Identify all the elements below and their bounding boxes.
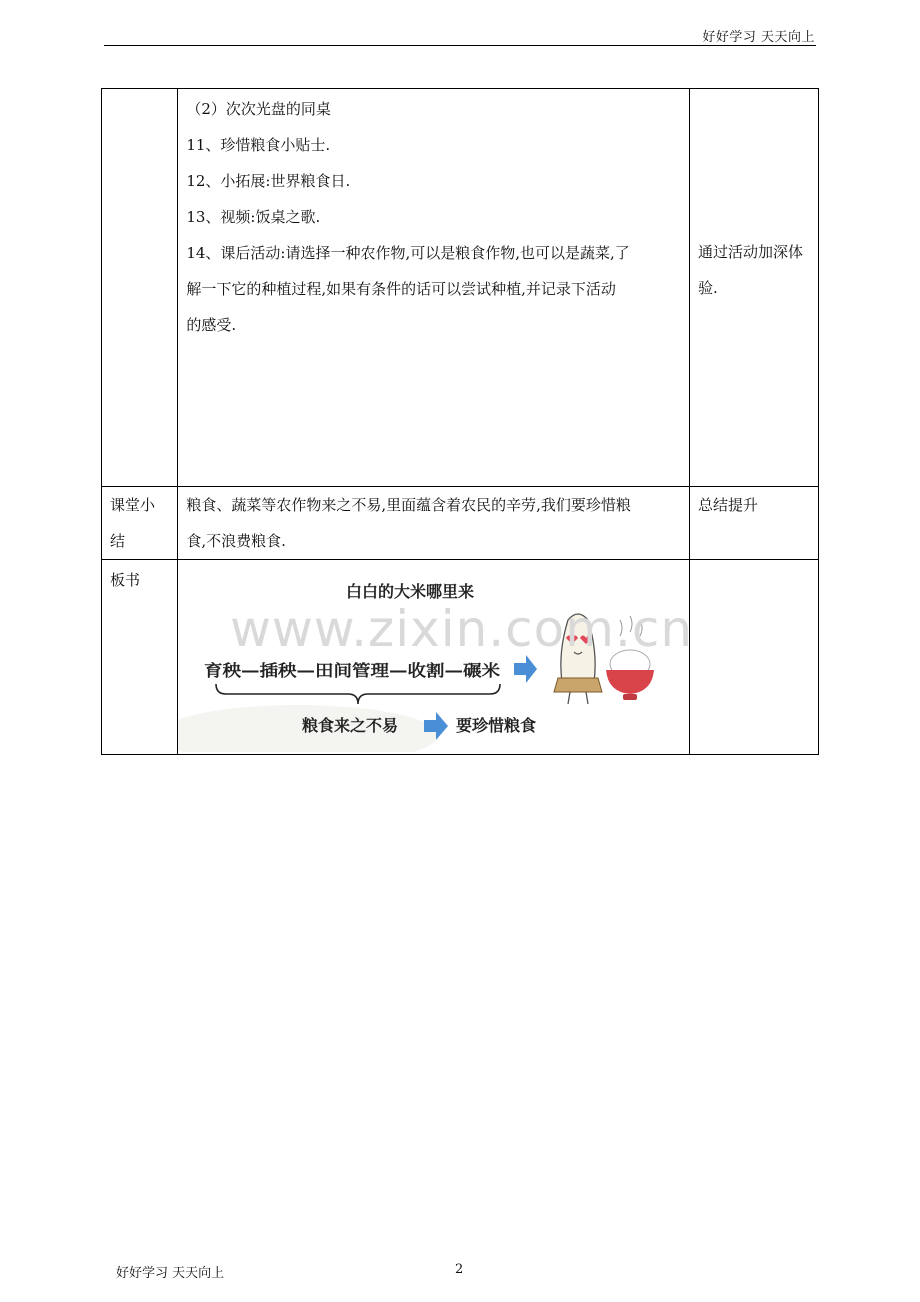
table-row [102, 89, 819, 487]
note-line: 验. [697, 279, 718, 297]
watermark: www.zixin.com.cn [230, 600, 694, 658]
content-line: 11、珍惜粮食小贴士. [186, 136, 331, 154]
content-line: 12、小拓展:世界粮食日. [186, 172, 351, 190]
content-line: 解一下它的种植过程,如果有条件的话可以尝试种植,并记录下活动 [186, 280, 616, 298]
content-line: 食,不浪费粮食. [186, 532, 286, 550]
table-row [102, 487, 819, 560]
summary-content [178, 487, 690, 560]
note-line: 通过活动加深体 [697, 243, 803, 261]
row-label [102, 89, 178, 487]
design-intent [689, 487, 818, 560]
board-title: 白白的大米哪里来 [346, 582, 475, 601]
content-line: 的感受. [186, 316, 237, 334]
footer-motto: 好好学习 天天向上 [116, 1266, 225, 1281]
note-line: 总结提升 [697, 496, 758, 514]
content-line: （2）次次光盘的同桌 [186, 100, 331, 118]
content-line: 13、视频:饭桌之歌. [186, 208, 321, 226]
board-conclusion-right: 要珍惜粮食 [456, 716, 537, 735]
header-rule [104, 45, 816, 46]
row-label: 板书 [102, 560, 178, 755]
board-conclusion-left: 粮食来之不易 [302, 716, 399, 735]
header-motto: 好好学习 天天向上 [702, 30, 815, 45]
page-number: 2 [455, 1262, 464, 1277]
design-intent [689, 560, 818, 755]
content-line: 14、课后活动:请选择一种农作物,可以是粮食作物,也可以是蔬菜,了 [186, 244, 630, 262]
row-label: 课堂小结 [102, 487, 178, 560]
activity-content [178, 89, 690, 487]
design-intent [689, 89, 818, 487]
content-line: 粮食、蔬菜等农作物来之不易,里面蕴含着农民的辛劳,我们要珍惜粮 [186, 496, 631, 514]
board-process: 育秧—插秧—田间管理—收割—碾米 [204, 661, 501, 680]
